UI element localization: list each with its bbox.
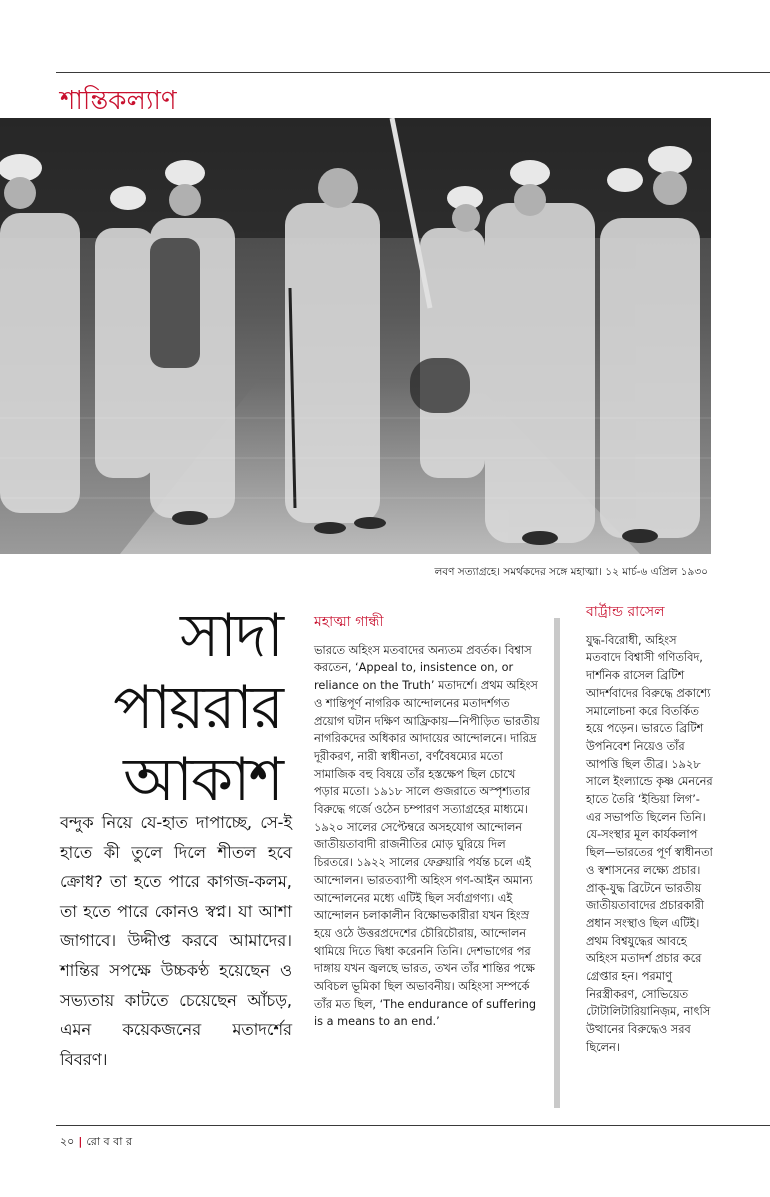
russell-body: যুদ্ধ-বিরোধী, অহিংস মতবাদে বিশ্বাসী গণিতবিদ, দার্শনিক রাসেল ব্রিটিশ আদর্শবাদের বিরুদ্ধে প্রকাশ্যে সমালোচনা করে বিতর্কিত হয়ে পড়েন। ভারতে ব্রিটিশ উপনিবেশ নিয়েও তাঁর আপত্তি ছিল তীব্র। ১৯২৮ সালে ইংল্যান্ডে কৃষ্ণ মেননের হাতে তৈরি ‘ইন্ডিয়া লিগ’-এর সভাপতি ছিলেন তিনি। যে-সংস্থার মূল কার্যকলাপ ছিল—ভারতের পূর্ণ স্বাধীনতা ও স্বশাসনের লক্ষ্যে প্রচার। প্রাক্-যুদ্ধ ব্রিটেনে ভারতীয় জাতীয়তাবাদের প্রচারকারী প্রধান সংস্থাও ছিল এটিই। প্রথম বিশ্বযুদ্ধের আবহে অহিংস মতাদর্শ প্রচার করে গ্রেপ্তার হন। পরমাণু নিরস্ত্রীকরণ, সোভিয়েত টোটালিটারিয়ানিজ়ম, নাৎসি উত্থানের বিরুদ্ধেও সরব ছিলেন। — [586, 633, 713, 1054]
headline-line-3: আকাশ — [123, 745, 282, 815]
magazine-name: রো ব বা র — [86, 1135, 133, 1148]
headline — [113, 600, 282, 816]
gandhi-heading: মহাত্মা গান্ধী — [314, 614, 384, 630]
salt-march-photo — [0, 118, 711, 554]
russell-heading: বার্ট্রান্ড রাসেল — [586, 604, 665, 620]
page-number: ২০ — [60, 1135, 75, 1148]
footer-separator: | — [78, 1135, 83, 1148]
top-rule — [56, 72, 770, 73]
page-footer — [60, 1133, 132, 1152]
bottom-rule — [56, 1125, 770, 1126]
intro-paragraph: বন্দুক নিয়ে যে-হাত দাপাচ্ছে, সে-ই হাতে কী তুলে দিলে শীতল হবে ক্রোধ? তা হতে পারে কাগজ-কলম, তা হতে পারে কোনও স্বপ্ন। যা আশা জাগাবে। উদ্দীপ্ত করবে আমাদের। শান্তির সপক্ষে উচ্চকণ্ঠ হয়েছেন ও সভ্যতায় কাটতে চেয়েছেন আঁচড়, এমন কয়েকজনের মতাদর্শের বিবরণ। — [60, 813, 292, 1069]
photo-illustration — [0, 118, 711, 554]
gandhi-body: ভারতে অহিংস মতবাদের অন্যতম প্রবর্তক। বিশ্বাস করতেন, ‘Appeal to, insistence on, or reliance on the Truth’ মতাদর্শে। প্রথম অহিংস ও শান্তিপূর্ণ নাগরিক আন্দোলনের মতাদর্শগত প্রয়োগ ঘটান দক্ষিণ আফ্রিকায়—নিপীড়িত ভারতীয় নাগরিকদের অধিকার আদায়ের আন্দোলনে। দারিদ্র দূরীকরণ, নারী স্বাধীনতা, বর্ণবৈষম্যের মতো সামাজিক বহু বিষয়ে তাঁর হস্তক্ষেপ ছিল চোখে পড়ার মতো। ১৯১৮ সালে গুজরাতে অস্পৃশ্যতার বিরুদ্ধে গর্জে ওঠেন চম্পারণ সত্যাগ্রহের মাধ্যমে। ১৯২০ সালের সেপ্টেম্বরে অসহযোগ আন্দোলন জাতীয়তাবাদী রাজনীতির মোড় ঘুরিয়ে দিল চিরতরে। ১৯২২ সালের ফেব্রুয়ারি পর্যন্ত চলে এই আন্দোলন। ভারতব্যাপী অহিংস গণ-আইন অমান্য আন্দোলনের মধ্যে এটিই ছিল সর্বাগ্রগণ্য। এই আন্দোলন চলাকালীন বিক্ষোভকারীরা যখন হিংস্র হয়ে ওঠে উত্তরপ্রদেশের চৌরিচৌরায়, আন্দোলন থামিয়ে দিতে দ্বিধা করেননি তিনি। দেশভাগের পর দাঙ্গায় যখন জ্বলছে ভারত, তখন তাঁর শান্তির পক্ষে অবিচল ভূমিকা ছিল অভাবনীয়। অহিংসা সম্পর্কে তাঁর মত ছিল, ‘The endurance of suffering is a means to an end.’ — [314, 643, 540, 1029]
sidebar-divider — [554, 618, 560, 1108]
russell-sidebar — [554, 604, 714, 1114]
gandhi-column — [314, 614, 542, 1031]
section-title: শান্তিকল্যাণ — [60, 86, 177, 116]
photo-caption: লবণ সত্যাগ্রহে। সমর্থকদের সঙ্গে মহাত্মা। ১২ মার্চ-৬ এপ্রিল ১৯৩০ — [434, 566, 708, 578]
headline-line-2: পায়রার — [113, 673, 282, 743]
russell-column — [586, 604, 714, 1057]
headline-line-1: সাদা — [180, 601, 282, 671]
